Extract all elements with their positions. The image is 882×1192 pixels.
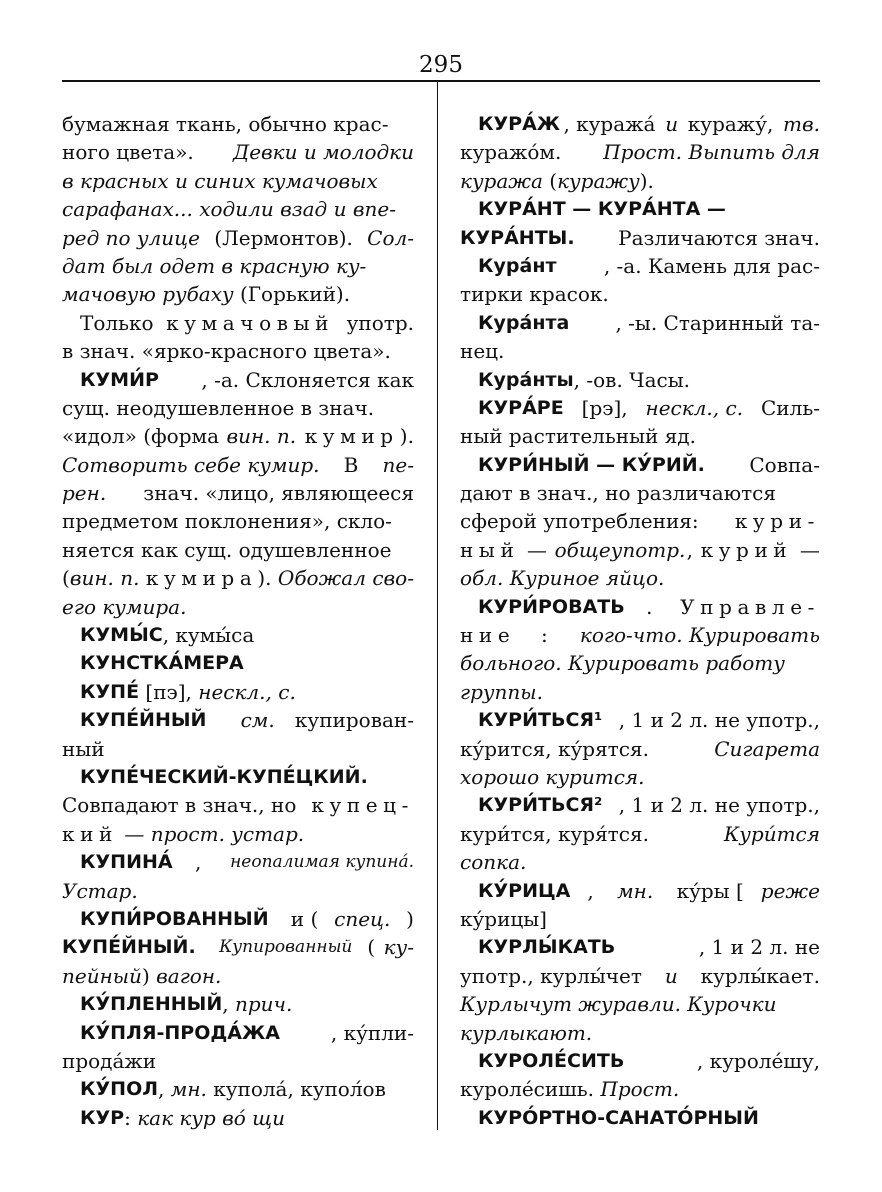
text-line	[460, 649, 820, 677]
line-text: употр.	[340, 310, 414, 335]
line-text: , 1 и 2 л. не употр.,	[618, 708, 820, 733]
headword: КУПИНА́	[80, 851, 173, 874]
line-text: тирки красок.	[460, 282, 609, 307]
line-text: В	[337, 452, 365, 477]
line-text: , ку́пли-	[330, 1020, 414, 1045]
line-text: ).	[639, 168, 654, 193]
line-text: , -а. Камень для рас-	[603, 253, 820, 278]
text-line	[62, 820, 414, 848]
line-text: вин. п.	[69, 566, 140, 591]
text-line	[460, 763, 820, 791]
line-text	[297, 422, 303, 450]
line-text: Различаются знач.	[611, 225, 820, 250]
line-text: :	[541, 623, 555, 648]
page-number: 295	[419, 52, 463, 78]
line-text: , куроле́шу,	[696, 1048, 820, 1073]
right-column	[460, 110, 820, 1132]
line-text: в красных и синих кумачовых	[62, 168, 378, 193]
text-line	[62, 536, 414, 564]
line-text: реже	[760, 878, 820, 903]
line-text: рен.	[62, 481, 107, 506]
text-line	[62, 451, 414, 479]
line-text: мн.	[170, 1077, 207, 1102]
text-line	[460, 706, 820, 734]
line-text: , куража́	[563, 112, 662, 136]
text-line	[460, 451, 820, 479]
text-line	[62, 479, 414, 507]
line-text: ).	[257, 566, 278, 591]
text-line	[460, 110, 820, 138]
line-text: Силь-	[754, 395, 820, 420]
line-text: кумира	[145, 566, 258, 591]
line-text: хорошо курится.	[460, 764, 645, 789]
line-text: нескл., с.	[198, 679, 296, 704]
line-text: (Лермонтов).	[207, 225, 360, 250]
text-line	[460, 735, 820, 763]
line-text: знач. «лицо, являющееся	[136, 481, 414, 506]
text-line	[460, 848, 820, 876]
headword: КУПЕ́ЙНЫЙ	[80, 709, 207, 732]
headword: КУРИ́ТЬСЯ¹	[478, 709, 603, 732]
line-text: куражо́м.	[460, 140, 568, 165]
line-text: ку́рится, ку́рятся.	[460, 736, 656, 761]
headword: КУ́РИЦА	[478, 879, 571, 902]
text-line	[62, 337, 414, 365]
text-line	[460, 877, 820, 905]
line-text	[220, 706, 226, 734]
line-text: кумир	[304, 424, 399, 449]
line-text: —	[520, 537, 554, 562]
line-text: пейный	[62, 963, 142, 988]
text-line	[62, 309, 414, 337]
text-line	[62, 593, 414, 621]
headword: КУРОЛЕ́СИТЬ	[478, 1049, 625, 1072]
line-text: , -а. Склоняется как	[201, 367, 414, 392]
line-text: купирован-	[288, 708, 414, 733]
line-text: и	[664, 963, 678, 988]
text-line	[460, 621, 820, 649]
headword: КУРИ́РОВАТЬ	[478, 595, 625, 618]
line-text: ный растительный яд.	[460, 424, 696, 449]
line-text: :	[124, 1105, 138, 1130]
line-text: няется как сущ. одушевленное	[62, 537, 392, 562]
line-text: [рэ],	[575, 395, 634, 420]
headword: КУМЫ́С	[80, 624, 163, 647]
line-text: ние	[460, 623, 516, 648]
text-line	[62, 791, 414, 819]
line-text: употр., курлы́чет	[460, 963, 649, 988]
line-text: [пэ],	[139, 679, 199, 704]
header-rule	[62, 80, 820, 82]
line-text: группы.	[460, 679, 543, 704]
line-text: ред по улице	[62, 225, 200, 250]
headword: КУРИ́НЫЙ — КУ́РИЙ.	[478, 453, 705, 476]
line-text: сферой употребления:	[460, 509, 706, 534]
text-line	[62, 280, 414, 308]
line-text: , -ы. Старинный та-	[615, 310, 820, 335]
headword: КУПЕ́ЙНЫЙ.	[62, 936, 196, 959]
line-text: Обожал сво-	[277, 566, 414, 591]
text-line	[460, 536, 820, 564]
text-line	[62, 621, 414, 649]
line-text: , -ов. Часы.	[573, 367, 691, 392]
line-text: Совпадают в знач., но	[62, 793, 303, 818]
line-text: кумачовый	[166, 310, 335, 335]
line-text: Девки и молодки	[232, 140, 414, 165]
line-text: Устар.	[62, 878, 138, 903]
line-text: прода́жи	[62, 1048, 157, 1073]
line-text: обл. Куриное яйцо.	[460, 566, 665, 591]
text-line	[460, 394, 820, 422]
text-line	[62, 110, 414, 138]
line-text: купола́, купол́ов	[206, 1077, 386, 1102]
text-line	[62, 962, 414, 990]
text-line	[62, 507, 414, 535]
text-line	[460, 1047, 820, 1075]
line-text: ку́ры [	[670, 878, 744, 903]
text-line	[460, 791, 820, 819]
text-line	[62, 1019, 414, 1047]
line-text: ,	[158, 1077, 171, 1102]
text-line	[62, 252, 414, 280]
line-text: прич.	[234, 992, 293, 1017]
text-line	[460, 678, 820, 706]
headword: КУРО́РТНО-САНАТО́РНЫЙ	[478, 1106, 759, 1129]
text-line	[62, 706, 414, 734]
headword: КУПИ́РОВАННЫЙ	[80, 907, 269, 930]
line-text: общеупотр.	[554, 537, 686, 562]
text-line	[460, 1075, 820, 1103]
text-line	[62, 1047, 414, 1075]
text-line	[62, 905, 414, 933]
text-line	[62, 877, 414, 905]
line-text: ный	[62, 736, 105, 761]
left-column	[62, 110, 414, 1132]
headword: КУ́ПЛЕННЫЙ	[80, 993, 223, 1016]
line-text: больного. Курировать работу	[460, 651, 785, 676]
line-text: спец.	[334, 906, 391, 931]
line-text: курлы́кает.	[694, 963, 820, 988]
line-text: Управле-	[680, 594, 820, 619]
line-text: сопка.	[460, 850, 527, 875]
line-text: ).	[399, 424, 414, 449]
headword: Кура́нта	[478, 311, 570, 334]
line-text: сущ. неодушевленное в знач.	[62, 395, 375, 420]
line-text: ,	[587, 878, 601, 903]
headword: КУМИ́Р	[80, 368, 159, 391]
line-text: дат был одет в красную ку-	[62, 253, 367, 278]
line-text: —	[793, 537, 820, 562]
line-text: мачовую рубаху	[62, 282, 234, 307]
text-line	[62, 167, 414, 195]
text-line	[62, 1104, 414, 1132]
headword: Кура́нты	[478, 368, 574, 391]
headword: Кура́нт	[478, 254, 557, 277]
headword: КУПЕ́ЧЕСКИЙ-КУПЕ́ЦКИЙ.	[80, 765, 368, 788]
line-text: тв.	[783, 112, 820, 136]
headword: КУ́ПОЛ	[80, 1078, 159, 1101]
line-text: предметом поклонения», скло-	[62, 509, 392, 534]
line-text: ный	[460, 537, 520, 562]
line-text: (	[360, 935, 376, 960]
line-text: (	[62, 566, 70, 591]
text-line	[460, 366, 820, 394]
line-text: )	[406, 906, 414, 931]
line-text: кури́тся, куря́тся.	[460, 821, 656, 846]
text-line	[460, 138, 820, 166]
line-text: ку-	[383, 935, 414, 960]
headword: КУПЕ́	[80, 680, 140, 703]
text-line	[460, 167, 820, 195]
text-line	[460, 1019, 820, 1047]
line-text: нескл., с.	[645, 395, 744, 420]
text-line	[460, 962, 820, 990]
line-text: кий	[62, 821, 118, 846]
headword: КУ́ПЛЯ-ПРОДА́ЖА	[80, 1021, 280, 1044]
line-text: «идол» (форма	[62, 424, 226, 449]
text-line	[62, 195, 414, 223]
line-text: , 1 и 2 л. не	[698, 935, 820, 960]
text-line	[62, 138, 414, 166]
text-line	[62, 422, 414, 450]
text-line	[62, 848, 414, 876]
line-text: куражу́,	[681, 112, 780, 136]
text-line	[460, 564, 820, 592]
headword: КУРЛЫ́КАТЬ	[478, 936, 616, 959]
column-divider	[437, 82, 438, 1130]
line-text: неопалимая купина́.	[230, 852, 414, 873]
headword: КУР	[80, 1106, 125, 1129]
text-line	[460, 933, 820, 961]
line-text: куроле́сишь.	[460, 1077, 601, 1102]
text-line	[460, 479, 820, 507]
text-line	[460, 224, 820, 252]
headword: КУРА́РЕ	[478, 396, 564, 419]
line-text: прост. устар.	[150, 821, 305, 846]
line-text: ,	[222, 992, 235, 1017]
text-line	[62, 678, 414, 706]
line-text: пе-	[382, 452, 414, 477]
line-text: Только	[80, 310, 160, 335]
text-line	[62, 224, 414, 252]
text-line	[460, 252, 820, 280]
line-text: дают в знач., но различаются	[460, 481, 776, 506]
line-text: бумажная ткань, обычно крас-	[62, 112, 389, 136]
headword: КУРА́Ж	[478, 113, 561, 135]
line-text: , кумы́са	[162, 623, 255, 648]
text-line	[62, 649, 414, 677]
text-line	[460, 593, 820, 621]
line-text	[204, 933, 210, 961]
headword: КУНСТКА́МЕРА	[80, 652, 244, 675]
text-line	[460, 820, 820, 848]
line-text: курлыкают.	[460, 1020, 593, 1045]
text-line	[460, 1104, 820, 1132]
text-line	[62, 763, 414, 791]
text-line	[460, 422, 820, 450]
line-text: Сотворить себе кумир.	[62, 452, 320, 477]
line-text: Сигарета	[714, 736, 820, 761]
text-line	[460, 905, 820, 933]
line-text: (	[542, 168, 558, 193]
line-text: ку́рицы]	[460, 906, 547, 931]
text-line	[62, 564, 414, 592]
line-text: ,	[194, 850, 208, 875]
line-text: куражу	[557, 168, 640, 193]
headword: КУРА́НТЫ.	[460, 226, 575, 249]
line-text: см.	[240, 708, 275, 733]
text-line	[460, 507, 820, 535]
line-text: и (	[284, 906, 319, 931]
text-line	[460, 337, 820, 365]
line-text: вин. п.	[226, 424, 297, 449]
line-text: купец-	[311, 793, 414, 818]
line-text: ,	[686, 537, 700, 562]
headword: КУРА́НТ — КУРА́НТА —	[478, 198, 726, 221]
text-line	[460, 195, 820, 223]
line-text: его кумира.	[62, 594, 187, 619]
line-text: Сол-	[367, 225, 414, 250]
line-text: ного цвета».	[62, 140, 201, 165]
line-text: сарафанах... ходили взад и впе-	[62, 197, 396, 222]
line-text: курий	[700, 537, 793, 562]
text-line	[460, 309, 820, 337]
line-text: и	[665, 112, 679, 136]
line-text: Совпа-	[743, 452, 820, 477]
line-text: (Горький).	[233, 282, 351, 307]
headword: КУРИ́ТЬСЯ²	[478, 794, 603, 817]
line-text: , 1 и 2 л. не употр.,	[618, 793, 820, 818]
line-text: как кур во́ щи	[137, 1105, 286, 1130]
line-text: Прост. Выпить для	[603, 140, 820, 165]
line-text: вагон.	[156, 963, 222, 988]
text-line	[62, 366, 414, 394]
line-text: Купированный	[219, 937, 353, 958]
text-line	[62, 394, 414, 422]
line-text: Кури́тся	[723, 821, 820, 846]
line-text: мн.	[617, 878, 654, 903]
text-line	[460, 990, 820, 1018]
line-text: Курлычут журавли. Курочки	[460, 992, 777, 1017]
line-text: —	[117, 821, 151, 846]
text-line	[62, 990, 414, 1018]
text-line	[62, 1075, 414, 1103]
line-text: )	[141, 963, 157, 988]
line-text: .	[646, 594, 659, 619]
line-text: кури-	[734, 509, 820, 534]
text-line	[460, 280, 820, 308]
line-text: в знач. «ярко-красного цвета».	[62, 339, 391, 364]
text-line	[62, 735, 414, 763]
line-text: кого-что. Курировать	[579, 623, 820, 648]
line-text: куража	[460, 168, 543, 193]
line-text: нец.	[460, 339, 505, 364]
text-line	[62, 933, 414, 961]
line-text: Прост.	[600, 1077, 680, 1102]
